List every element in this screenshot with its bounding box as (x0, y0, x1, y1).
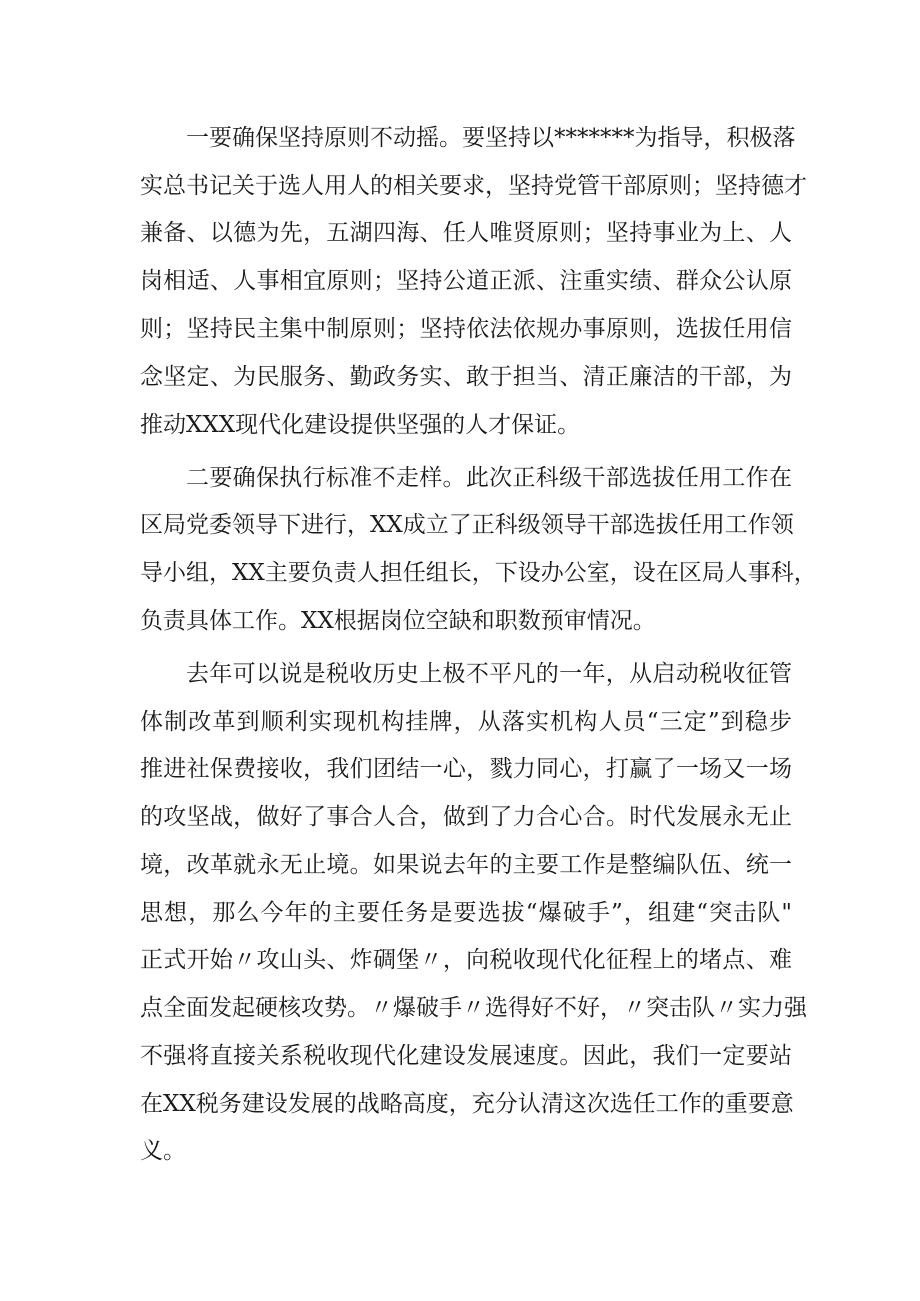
paragraph-3-line-6: 思想，那么今年的主要任务是要选拔“爆破手”，组建“突击队" (140, 900, 792, 926)
paragraph-3-line-10: 在XX税务建设发展的战略高度，充分认清这次选任工作的重要意 (140, 1091, 794, 1117)
paragraph-1-line-7: 推动XXX现代化建设提供坚强的人才保证。 (140, 412, 581, 438)
paragraph-3-line-4: 的攻坚战，做好了事合人合，做到了力合心合。时代发展永无止 (140, 804, 792, 830)
paragraph-2-line-3: 导小组，XX主要负责人担任组长，下设办公室，设在区局人事科， (140, 560, 817, 586)
paragraph-3-line-7: 正式开始〃攻山头、炸碉堡〃，向税收现代化征程上的堵点、难 (140, 947, 792, 973)
paragraph-3-line-3: 推进社保费接收，我们团结一心，戮力同心，打赢了一场又一场 (140, 756, 792, 782)
paragraph-3-line-5: 境，改革就永无止境。如果说去年的主要工作是整编队伍、统一 (140, 852, 792, 878)
paragraph-1-line-3: 兼备、以德为先，五湖四海、任人唯贤原则；坚持事业为上、人 (140, 220, 792, 246)
paragraph-2-line-1: 二要确保执行标准不走样。此次正科级干部选拔任用工作在 (186, 465, 792, 491)
paragraph-1-line-2: 实总书记关于选人用人的相关要求，坚持党管干部原则；坚持德才 (140, 173, 807, 199)
paragraph-1-line-5: 则；坚持民主集中制原则；坚持依法依规办事原则，选拔任用信 (140, 316, 792, 342)
paragraph-1-line-6: 念坚定、为民服务、勤政务实、敢于担当、清正廉洁的干部，为 (140, 364, 792, 390)
paragraph-2-line-4: 负责具体工作。XX根据岗位空缺和职数预审情况。 (140, 608, 656, 634)
paragraph-3-line-11: 义。 (140, 1138, 186, 1164)
paragraph-3-line-9: 不强将直接关系税收现代化建设发展速度。因此，我们一定要站 (140, 1043, 792, 1069)
paragraph-2-line-2: 区局党委领导下进行，XX成立了正科级领导干部选拔任用工作领 (140, 512, 794, 538)
paragraph-3-line-1: 去年可以说是税收历史上极不平凡的一年，从启动税收征管 (186, 661, 792, 687)
paragraph-1-line-1: 一要确保坚持原则不动摇。要坚持以*******为指导，积极落 (186, 125, 796, 151)
paragraph-3-line-2: 体制改革到顺利实现机构挂牌，从落实机构人员“三定”到稳步 (140, 709, 792, 735)
paragraph-3-line-8: 点全面发起硬核攻势。〃爆破手〃选得好不好，〃突击队〃实力强 (140, 995, 807, 1021)
paragraph-1-line-4: 岗相适、人事相宜原则；坚持公道正派、注重实绩、群众公认原 (140, 268, 792, 294)
